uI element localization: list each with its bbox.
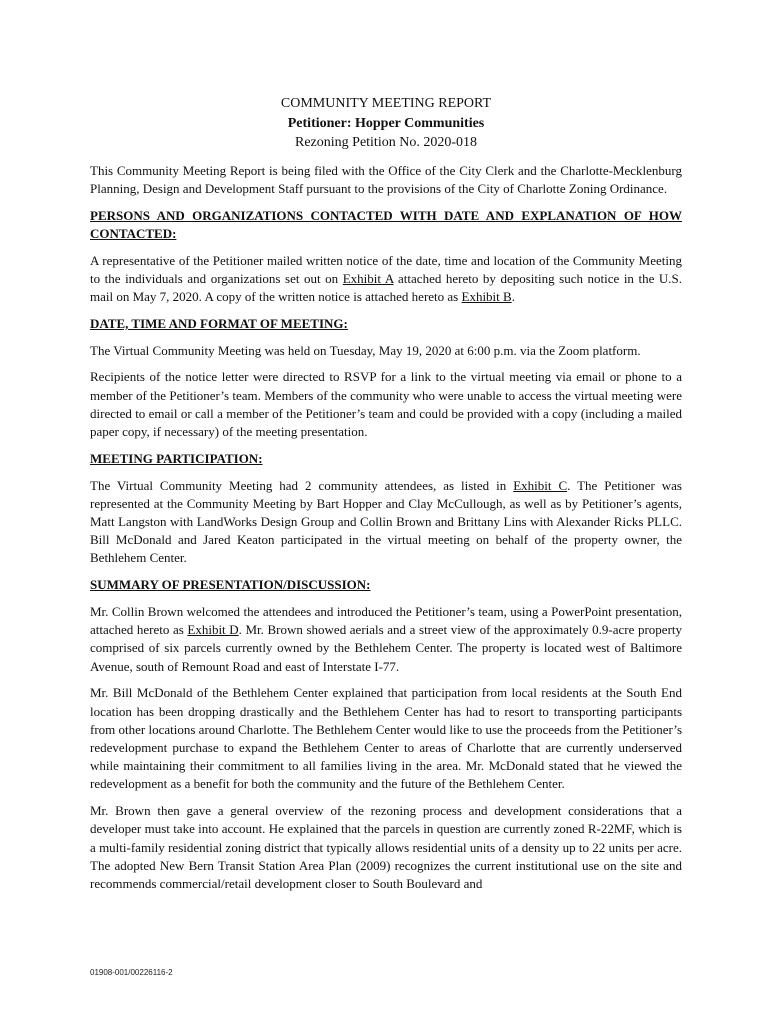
participation-text-b: . The Petitioner was represented at the Community Meeting by Bart Hopper and Clay McCullough, as well as by Petitioner’s agents, Matt Langston with LandWorks Design Group and Collin Brown and Brittany Lins with Alexander Ricks PLLC. Bill McDonald and Jared Keaton participated in the virtual meeting on behalf of the property owner, the Bethlehem Center. bbox=[90, 477, 682, 566]
rsvp-paragraph: Recipients of the notice letter were directed to RSVP for a link to the virtual meeting via email or phone to a member of the Petitioner’s team. Members of the community who were unable to access the virtual meeting were directed to email or call a member of the Petitioner’s team and could be provided with a copy (including a mailed paper copy, if necessary) of the meeting presentation. bbox=[90, 369, 682, 439]
section-heading-summary: SUMMARY OF PRESENTATION/DISCUSSION: bbox=[90, 577, 371, 593]
exhibit-a-link[interactable]: Exhibit A bbox=[342, 270, 394, 286]
participation-paragraph bbox=[90, 477, 682, 568]
document-body bbox=[90, 94, 682, 902]
contacts-text-b: attached hereto by depositing such notice in the U.S. mail on May 7, 2020. A copy of the written notice is attached hereto as bbox=[90, 270, 683, 304]
contacts-text-a: A representative of the Petitioner mailed written notice of the date, time and location of the Community Meeting to the individuals and organizations set out on bbox=[90, 252, 682, 286]
summary-text-b: . Mr. Brown showed aerials and a street view of the approximately 0.9-acre property comprised of six parcels currently owned by the Bethlehem Center. The property is located west of Baltimore Avenue, south of Remount Road and east of Interstate I-77. bbox=[90, 622, 683, 674]
contacts-text-c: . bbox=[511, 288, 515, 304]
meeting-date-paragraph: The Virtual Community Meeting was held on Tuesday, May 19, 2020 at 6:00 p.m. via the Zoom platform. bbox=[90, 342, 641, 358]
contacts-paragraph bbox=[90, 252, 682, 307]
exhibit-c-link[interactable]: Exhibit C bbox=[513, 477, 568, 493]
report-title: COMMUNITY MEETING REPORT bbox=[280, 96, 492, 111]
section-heading-date-time: DATE, TIME AND FORMAT OF MEETING: bbox=[90, 315, 348, 331]
section-heading-contacts: PERSONS AND ORGANIZATIONS CONTACTED WITH DATE AND EXPLANATION OF HOW CONTACTED: bbox=[90, 207, 682, 241]
intro-paragraph: This Community Meeting Report is being filed with the Office of the City Clerk and the Charlotte-Mecklenburg Planning, Design and Development Staff pursuant to the provisions of the City of Charlotte Zoning Ordinance. bbox=[90, 162, 682, 196]
summary-paragraph-2: Mr. Bill McDonald of the Bethlehem Center explained that participation from local residents at the South End location has been dropping drastically and the Bethlehem Center has had to resort to transporting participants from other locations around Charlotte. The Bethlehem Center would like to use the proceeds from the Petitioner’s redevelopment purchase to expand the Bethlehem Center to areas of Charlotte that are currently underserved while maintaining their commitment to all families living in the area. Mr. McDonald stated that he viewed the redevelopment as a benefit for both the community and the future of the Bethlehem Center. bbox=[90, 685, 682, 792]
summary-paragraph-1 bbox=[90, 603, 682, 676]
exhibit-d-link[interactable]: Exhibit D bbox=[187, 622, 239, 638]
report-header bbox=[90, 94, 682, 153]
summary-text-a: Mr. Collin Brown welcomed the attendees and introduced the Petitioner’s team, using a PowerPoint presentation, attached hereto as bbox=[90, 603, 682, 638]
section-heading-participation: MEETING PARTICIPATION: bbox=[90, 450, 263, 466]
participation-text-a: The Virtual Community Meeting had 2 community attendees, as listed in bbox=[90, 477, 514, 493]
summary-paragraph-3: Mr. Brown then gave a general overview of the rezoning process and development considerations that a developer must take into account. He explained that the parcels in question are currently zoned R-22MF, which is a multi-family residential zoning district that typically allows residential units of a density up to 22 units per acre. The adopted New Bern Transit Station Area Plan (2009) recognizes the current institutional use on the site and recommends commercial/retail development closer to South Boulevard and bbox=[90, 803, 682, 892]
petitioner-line: Petitioner: Hopper Communities bbox=[287, 115, 485, 131]
petition-number: Rezoning Petition No. 2020-018 bbox=[295, 135, 477, 151]
document-id-footer: 01908-001/00226116-2 bbox=[90, 968, 173, 977]
exhibit-b-link[interactable]: Exhibit B bbox=[461, 288, 512, 304]
